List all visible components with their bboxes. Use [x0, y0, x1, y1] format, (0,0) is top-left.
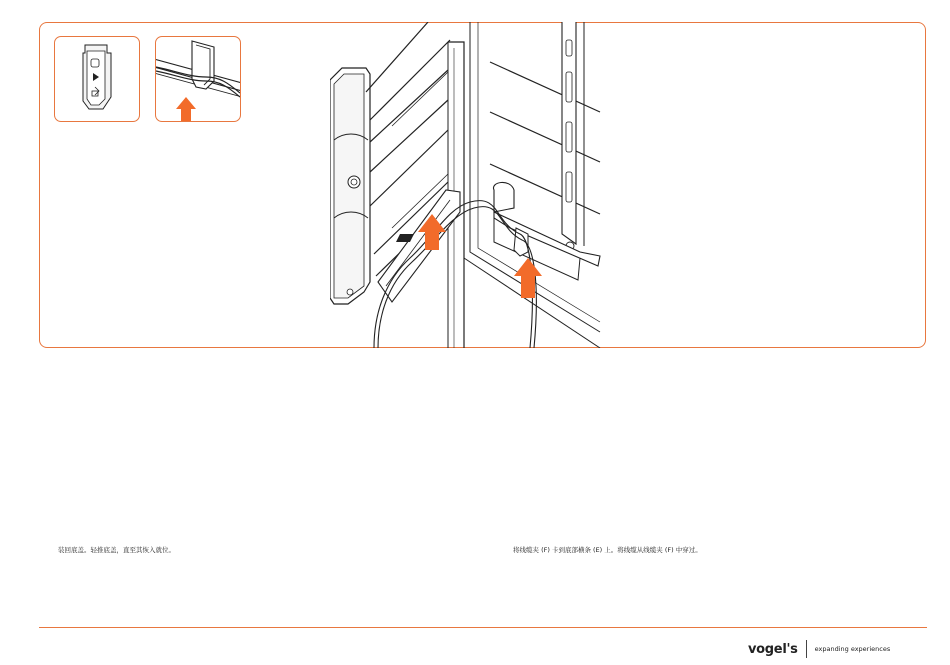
cable-clip-icon — [156, 37, 241, 122]
up-arrow-icon — [514, 258, 542, 298]
up-arrow-icon — [176, 97, 196, 122]
cover-part-icon — [55, 37, 140, 122]
caption-left: 装回底盖。轻推底盖，直至其恢入就位。 — [58, 546, 175, 554]
caption-right: 将线缆夹 (F) 卡到底部横条 (E) 上。将线缆从线缆夹 (F) 中穿过。 — [513, 546, 702, 554]
footer-divider — [39, 627, 927, 628]
brand-footer — [748, 636, 890, 662]
mount-illustration — [330, 22, 610, 352]
thumbnail-cable-clip — [155, 36, 241, 122]
brand-separator — [806, 640, 807, 658]
thumbnail-cover-part — [54, 36, 140, 122]
vogels-logo: vogel's — [748, 641, 798, 657]
brand-tagline: expanding experiences — [814, 645, 891, 653]
